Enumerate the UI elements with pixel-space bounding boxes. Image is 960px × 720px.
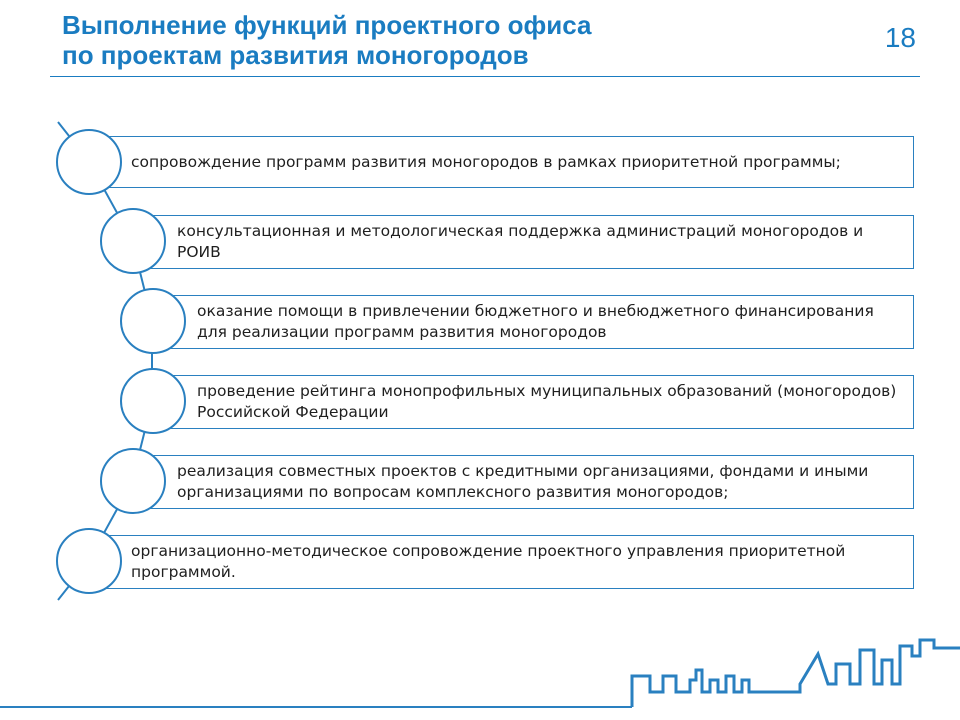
title-line-2: по проектам развития моногородов [62,40,529,70]
title-line-1: Выполнение функций проектного офиса [62,10,592,40]
skyline-outline [632,640,960,707]
function-item-1-text: сопровождение программ развития моногородов в рамках приоритетной программы; [131,152,841,171]
function-item-2-text: консультационная и методологическая поддержка администраций моногородов и РОИВ [177,222,864,261]
function-item-4-text: проведение рейтинга монопрофильных муниципальных образований (моногородов) Российской Федерации [197,382,897,421]
function-item-3-text: оказание помощи в привлечении бюджетного и внебюджетного финансирования для реализации программ развития моногородов [197,302,874,341]
page-number: 18 [884,22,916,53]
function-item-5-text: реализация совместных проектов с кредитными организациями, фондами и иными организациями по вопросам комплексного развития моногородов; [177,462,869,501]
function-item-6-text: организационно-методическое сопровождение проектного управления приоритетной программой. [131,542,846,581]
